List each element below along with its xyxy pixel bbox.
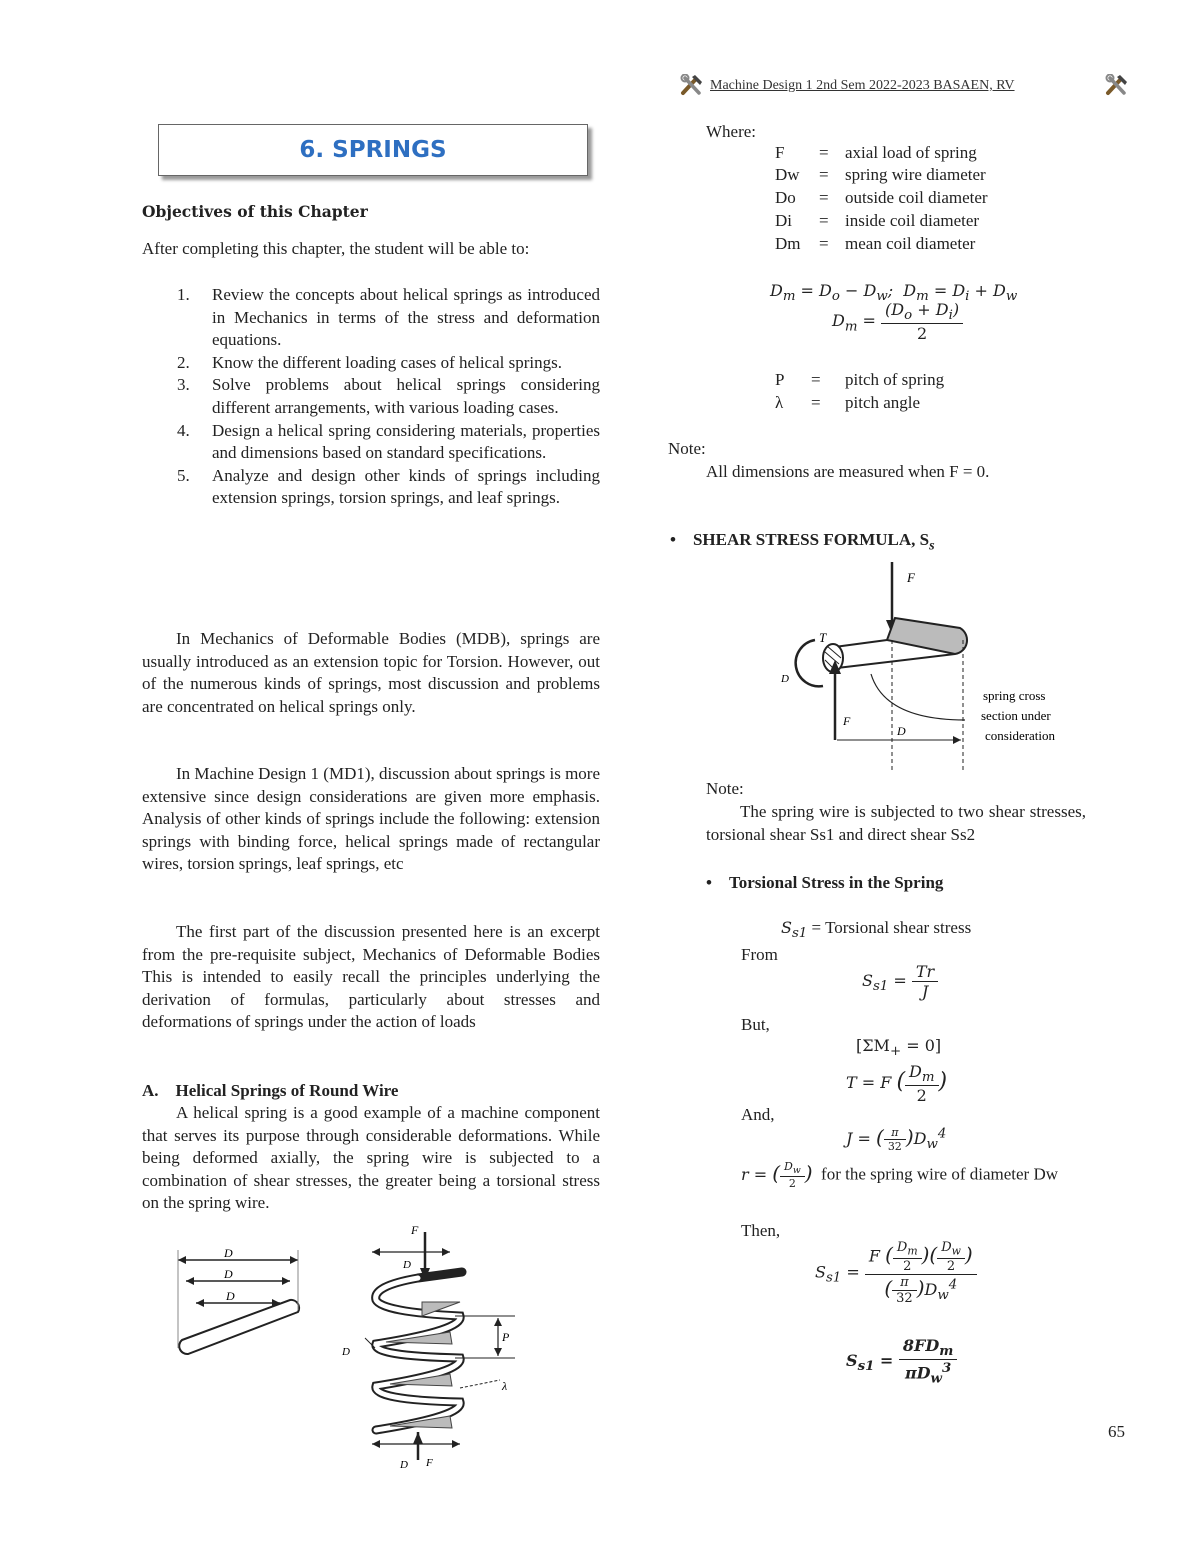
note2-label: Note: — [706, 779, 744, 798]
dm-equation-2: $D_m$ = $\frac{(D_o + D_i)}{2}$ — [832, 300, 963, 343]
objectives-list — [142, 284, 600, 510]
torque-label: T — [819, 630, 827, 645]
force-label-bottom: F — [426, 1457, 433, 1469]
helical-spring-drawing — [341, 1223, 515, 1471]
wrench-hammer-icon — [680, 74, 704, 96]
coil-diameter-diagram — [178, 1246, 299, 1354]
di-label: D — [226, 1289, 235, 1303]
dm-label: D — [224, 1267, 233, 1281]
page-number: 65 — [1108, 1422, 1125, 1441]
force-label-top: F — [411, 1223, 419, 1237]
list-item: 4. Design a helical spring considering materials, properties and dimensions based on standard specifications. — [177, 420, 600, 463]
dm-label-spring: D — [400, 1459, 408, 1471]
dm-label: D — [897, 724, 906, 738]
list-item: 5. Analyze and design other kinds of springs including extension springs, torsion springs, and leaf springs. — [177, 465, 600, 508]
moment-equation: $[\Sigma M_+ = 0]$ — [856, 1036, 942, 1060]
objectives-intro: After completing this chapter, the student will be able to: — [142, 239, 530, 258]
do-label: D — [224, 1246, 233, 1260]
definition-desc: pitch of spring — [845, 370, 945, 389]
helical-spring-figure — [160, 1220, 530, 1480]
definition-desc: axial load of spring — [845, 143, 977, 162]
definition-desc: spring wire diameter — [845, 165, 986, 184]
but-label: But, — [741, 1015, 770, 1034]
wrench-hammer-icon — [1105, 74, 1129, 96]
shear-stress-heading: • SHEAR STRESS FORMULA, $S_s$ — [670, 530, 935, 554]
lambda-label: λ — [502, 1379, 508, 1393]
torsional-heading: • Torsional Stress in the Spring — [706, 873, 944, 892]
and-label: And, — [741, 1105, 775, 1124]
chapter-title-box — [158, 124, 588, 176]
list-item: 1. Review the concepts about helical springs as introduced in Mechanics in terms of the stress and deformation equations. — [177, 285, 600, 350]
from-label: From — [741, 945, 778, 964]
paragraph-mdb: In Mechanics of Deformable Bodies (MDB), springs are usually introduced as an extension topic for Torsion. However, out of the numerous kinds of springs, most discussion and problems are concentrated on helical springs only. — [142, 629, 600, 716]
definition-desc: outside coil diameter — [845, 188, 988, 207]
list-item: 3. Solve problems about helical springs considering different arrangements, with various loading cases. — [177, 375, 600, 417]
definition-desc: inside coil diameter — [845, 211, 980, 230]
where-label: Where: — [706, 122, 757, 141]
dm-equation-1: $D_m = D_o - D_w$; $D_m = D_i + D_w$ — [770, 281, 1018, 305]
ss1-definition: $S_{s1}$ = Torsional shear stress — [781, 918, 972, 942]
dw-label: D — [342, 1346, 350, 1358]
reaction-label: F — [843, 714, 851, 728]
then-label: Then, — [741, 1221, 781, 1240]
shear-stress-figure — [775, 560, 1095, 775]
dw-label: D — [781, 673, 789, 685]
polar-moment-equation: J = ( $\frac{\pi}{32}$ )$D_w^4$ — [846, 1125, 947, 1153]
section-a-text: A helical spring is a good example of a machine component that serves its purpose through considerable deformations. While being deformed axially, the spring wire is subjected to a combination of shear stresses, the greater being a torsional stress on the spring wire. — [142, 1103, 600, 1213]
definition-desc: mean coil diameter — [845, 234, 976, 253]
note-label: Note: — [668, 439, 706, 458]
final-torsion-formula: $S_{s1}$ = $\frac{8FD_m}{\pi D_w^3}$ — [846, 1336, 957, 1387]
chapter-title: 6. SPRINGS — [299, 137, 447, 163]
do-label-spring: D — [403, 1259, 411, 1271]
section-a-heading: A. Helical Springs of Round Wire — [142, 1081, 399, 1100]
paragraph-excerpt: The first part of the discussion presented here is an excerpt from the pre-requisite subject, Mechanics of Deformable Bodies This is intended to easily recall the principles underlying the derivation of formulas, particularly about stresses and deformations of springs under the action of loads — [142, 922, 600, 1032]
objectives-heading: Objectives of this Chapter — [142, 202, 368, 221]
note-text: All dimensions are measured when F = 0. — [706, 462, 990, 481]
list-item: 2. Know the different loading cases of helical springs. — [177, 352, 562, 372]
force-label: F — [907, 570, 915, 585]
note2-text: The spring wire is subjected to two shear stresses, torsional shear Ss1 and direct shear Ss2 — [706, 802, 1086, 844]
torsion-formula: $S_{s1}$ = $\frac{Tr}{J}$ — [862, 962, 938, 1001]
definition-desc: pitch angle — [845, 393, 921, 412]
pitch-label: P — [502, 1330, 510, 1344]
page-header — [680, 74, 1140, 100]
pitch-definitions: P = pitch of spring λ = pitch angle — [775, 370, 945, 412]
radius-equation: r = ( $\frac{D_w}{2}$ ) for the spring wire of diameter Dw — [741, 1160, 1059, 1191]
header-text: Machine Design 1 2nd Sem 2022-2023 BASAEN, RV — [710, 78, 1015, 93]
combined-torsion-formula: $S_{s1}$ = F ( $\frac{D_m}{2}$ )( $\frac{D_w}{2}$ ) ( $\frac{\pi}{32}$ )$D_w^4$ — [815, 1240, 977, 1306]
torque-equation: T = F ( $\frac{D_m}{2}$ ) — [846, 1062, 948, 1106]
cross-section-caption: spring cross section under consideration — [981, 688, 1056, 743]
paragraph-md1: In Machine Design 1 (MD1), discussion about springs is more extensive since design considerations are given more emphasis. Analysis of other kinds of springs include the following: extension springs with binding force, helical springs made of rectangular wires, torsion springs, leaf springs, etc — [142, 764, 601, 874]
